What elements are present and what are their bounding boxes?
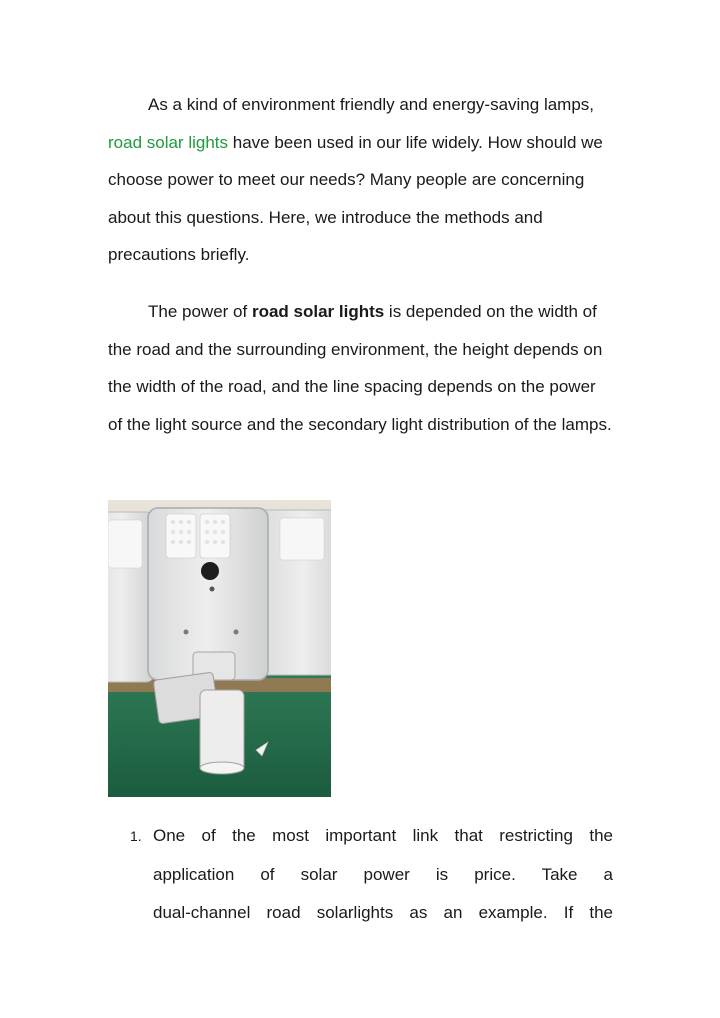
power-text-end: is depended on the width of the road and the surrounding environment, the height depends on the width of the road, and the line spacing depends on the power of the light source and the secondary light distribution of the lamps. (108, 302, 612, 434)
solar-street-light-photo (108, 500, 331, 797)
road-solar-lights-link[interactable]: road solar lights (108, 132, 229, 152)
list-item-line: application of solar power is price. Take a (153, 864, 613, 884)
intro-text-end: have been used in our life widely. How should we choose power to meet our needs? Many people are concerning about this questions. Here, we introduce the methods and precautions briefly. (108, 132, 603, 264)
power-paragraph (108, 293, 613, 443)
solar-light-illustration (108, 500, 331, 797)
list-item-line: dual-channel road solarlights as an example. If the (153, 903, 613, 922)
intro-paragraph (108, 86, 613, 274)
list-item-text (153, 817, 613, 933)
list-item-number: 1. (130, 828, 142, 844)
power-text-start: The power of (148, 302, 252, 321)
intro-text-start: As a kind of environment friendly and energy-saving lamps, (148, 95, 595, 114)
road-solar-lights-bold: road solar lights (251, 302, 385, 321)
numbered-list (130, 817, 613, 933)
list-item-line: One of the most important link that restricting the (153, 826, 613, 845)
